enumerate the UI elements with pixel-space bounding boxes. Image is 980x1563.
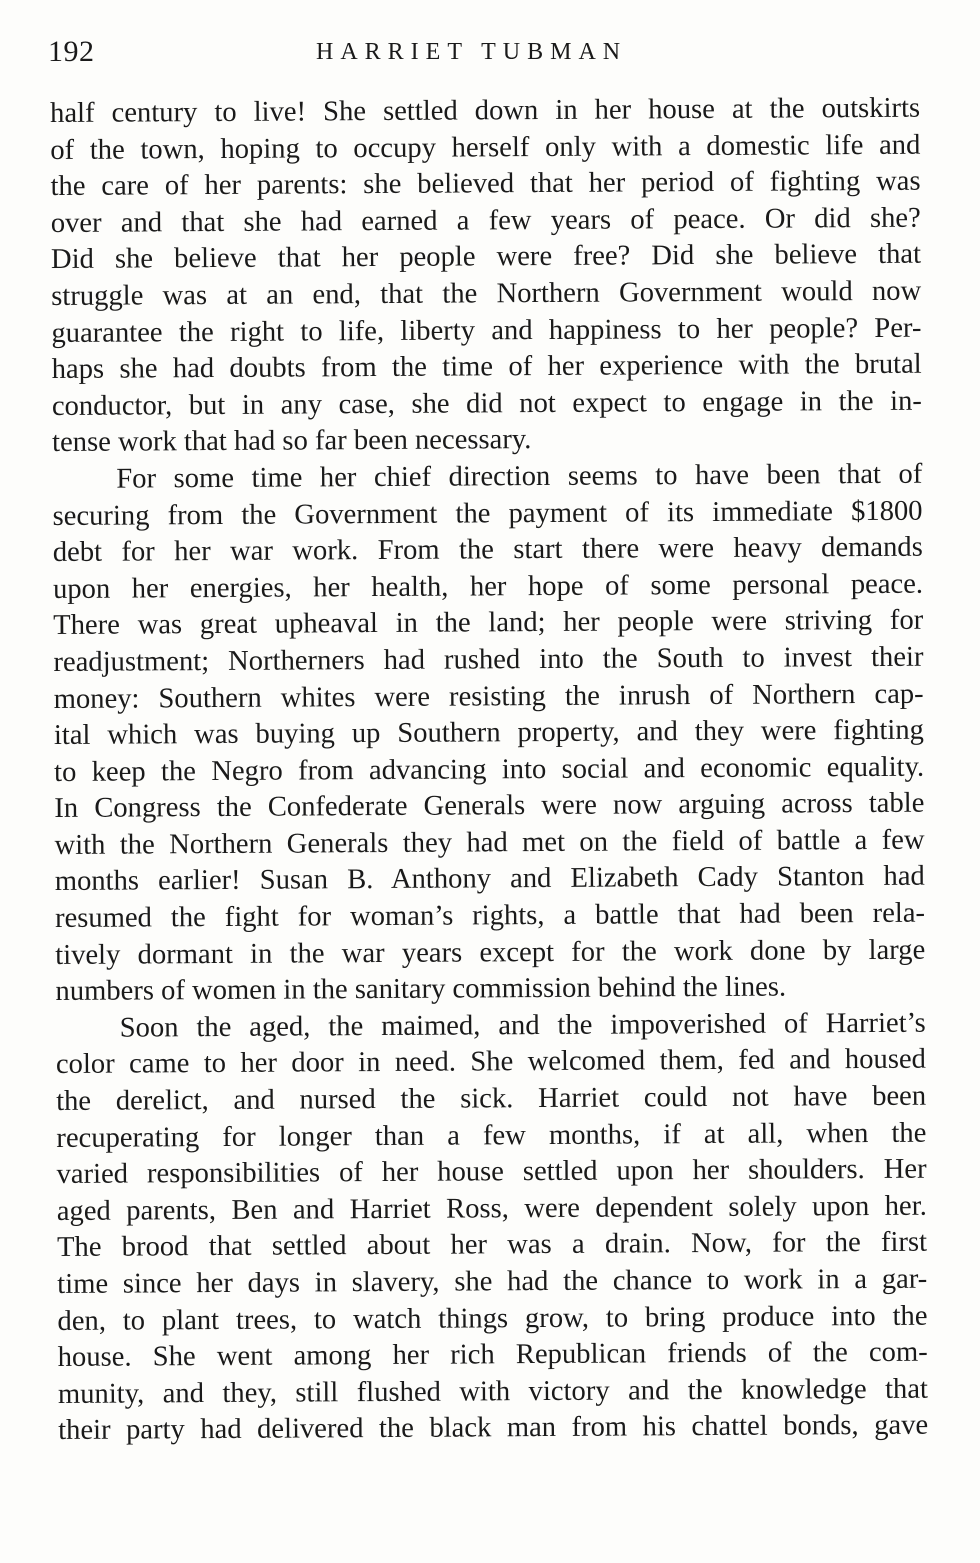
paragraph — [50, 91, 922, 462]
running-head — [48, 34, 928, 70]
paragraph — [56, 1006, 929, 1450]
text-line: money: Southern whites were resisting the inrush of Northern cap- — [53, 678, 924, 715]
text-line: with the Northern Generals they had met on the field of battle a few — [54, 824, 925, 861]
paragraph — [52, 457, 925, 1011]
text-line: half century to live! She settled down in her house at the outskirts — [50, 92, 921, 129]
text-line: resumed the fight for woman’s rights, a battle that had been rela- — [54, 897, 926, 935]
text-line: their party had delivered the black man from his chattel bonds, gave — [58, 1410, 929, 1447]
text-line: of the town, hoping to occupy herself only with a domestic life and — [50, 129, 921, 166]
text-line: There was great upheaval in the land; her people were striving for — [53, 604, 924, 642]
body-text — [50, 91, 928, 1450]
text-line: ital which was buying up Southern property, and they were fighting — [53, 714, 924, 752]
text-line: securing from the Government the payment of its immediate $1800 — [52, 495, 923, 532]
text-line: The brood that settled about her was a drain. Now, for the first — [56, 1227, 928, 1264]
text-line: haps she had doubts from the time of her experience with the brutal — [51, 348, 922, 386]
text-line: debt for her war work. From the start there were heavy demands — [52, 531, 923, 569]
text-line: For some time her chief direction seems to have been that of — [116, 458, 923, 495]
text-line: color came to her door in need. She welcomed them, fed and housed — [55, 1044, 926, 1081]
text-line: den, to plant trees, to watch things grow, to bring produce into the — [57, 1300, 928, 1337]
text-line: tively dormant in the war years except for the work done by large — [55, 934, 926, 971]
text-line: to keep the Negro from advancing into social and economic equality. — [54, 751, 925, 788]
page-number: 192 — [48, 35, 95, 68]
text-line: varied responsibilities of her house settled upon her shoulders. Her — [56, 1153, 927, 1191]
text-line: the care of her parents: she believed that her period of fighting was — [50, 165, 921, 203]
text-line: munity, and they, still flushed with victory and the knowledge that — [57, 1373, 929, 1410]
text-line: aged parents, Ben and Harriet Ross, were dependent solely upon her. — [56, 1190, 927, 1227]
text-line: time since her days in slavery, she had the chance to work in a gar- — [57, 1263, 928, 1300]
text-line: months earlier! Susan B. Anthony and Elizabeth Cady Stanton had — [54, 861, 925, 898]
text-line: recuperating for longer than a few months, if at all, when the — [56, 1117, 927, 1154]
text-line: house. She went among her rich Republican friends of the com- — [57, 1336, 928, 1374]
text-line: guarantee the right to life, liberty and happiness to her people? Per- — [51, 312, 922, 349]
text-line: over and that she had earned a few years of peace. Or did she? — [50, 202, 921, 239]
text-line: numbers of women in the sanitary commission behind the lines. — [55, 971, 787, 1008]
text-line: the derelict, and nursed the sick. Harriet could not have been — [56, 1080, 927, 1118]
text-line: tense work that had so far been necessary. — [52, 424, 532, 459]
text-line: readjustment; Northerners had rushed into the South to invest their — [53, 641, 924, 678]
text-line: Soon the aged, the maimed, and the impoverished of Harriet’s — [119, 1007, 926, 1044]
text-line: Did she believe that her people were free? Did she believe that — [50, 239, 922, 276]
text-line: conductor, but in any case, she did not expect to engage in the in- — [51, 385, 922, 422]
running-title: HARRIET TUBMAN — [316, 39, 628, 65]
text-line: upon her energies, her health, her hope of some personal peace. — [52, 568, 924, 605]
text-line: struggle was at an end, that the Northern Government would now — [51, 275, 922, 312]
text-line: In Congress the Confederate Generals were now arguing across table — [54, 787, 925, 825]
